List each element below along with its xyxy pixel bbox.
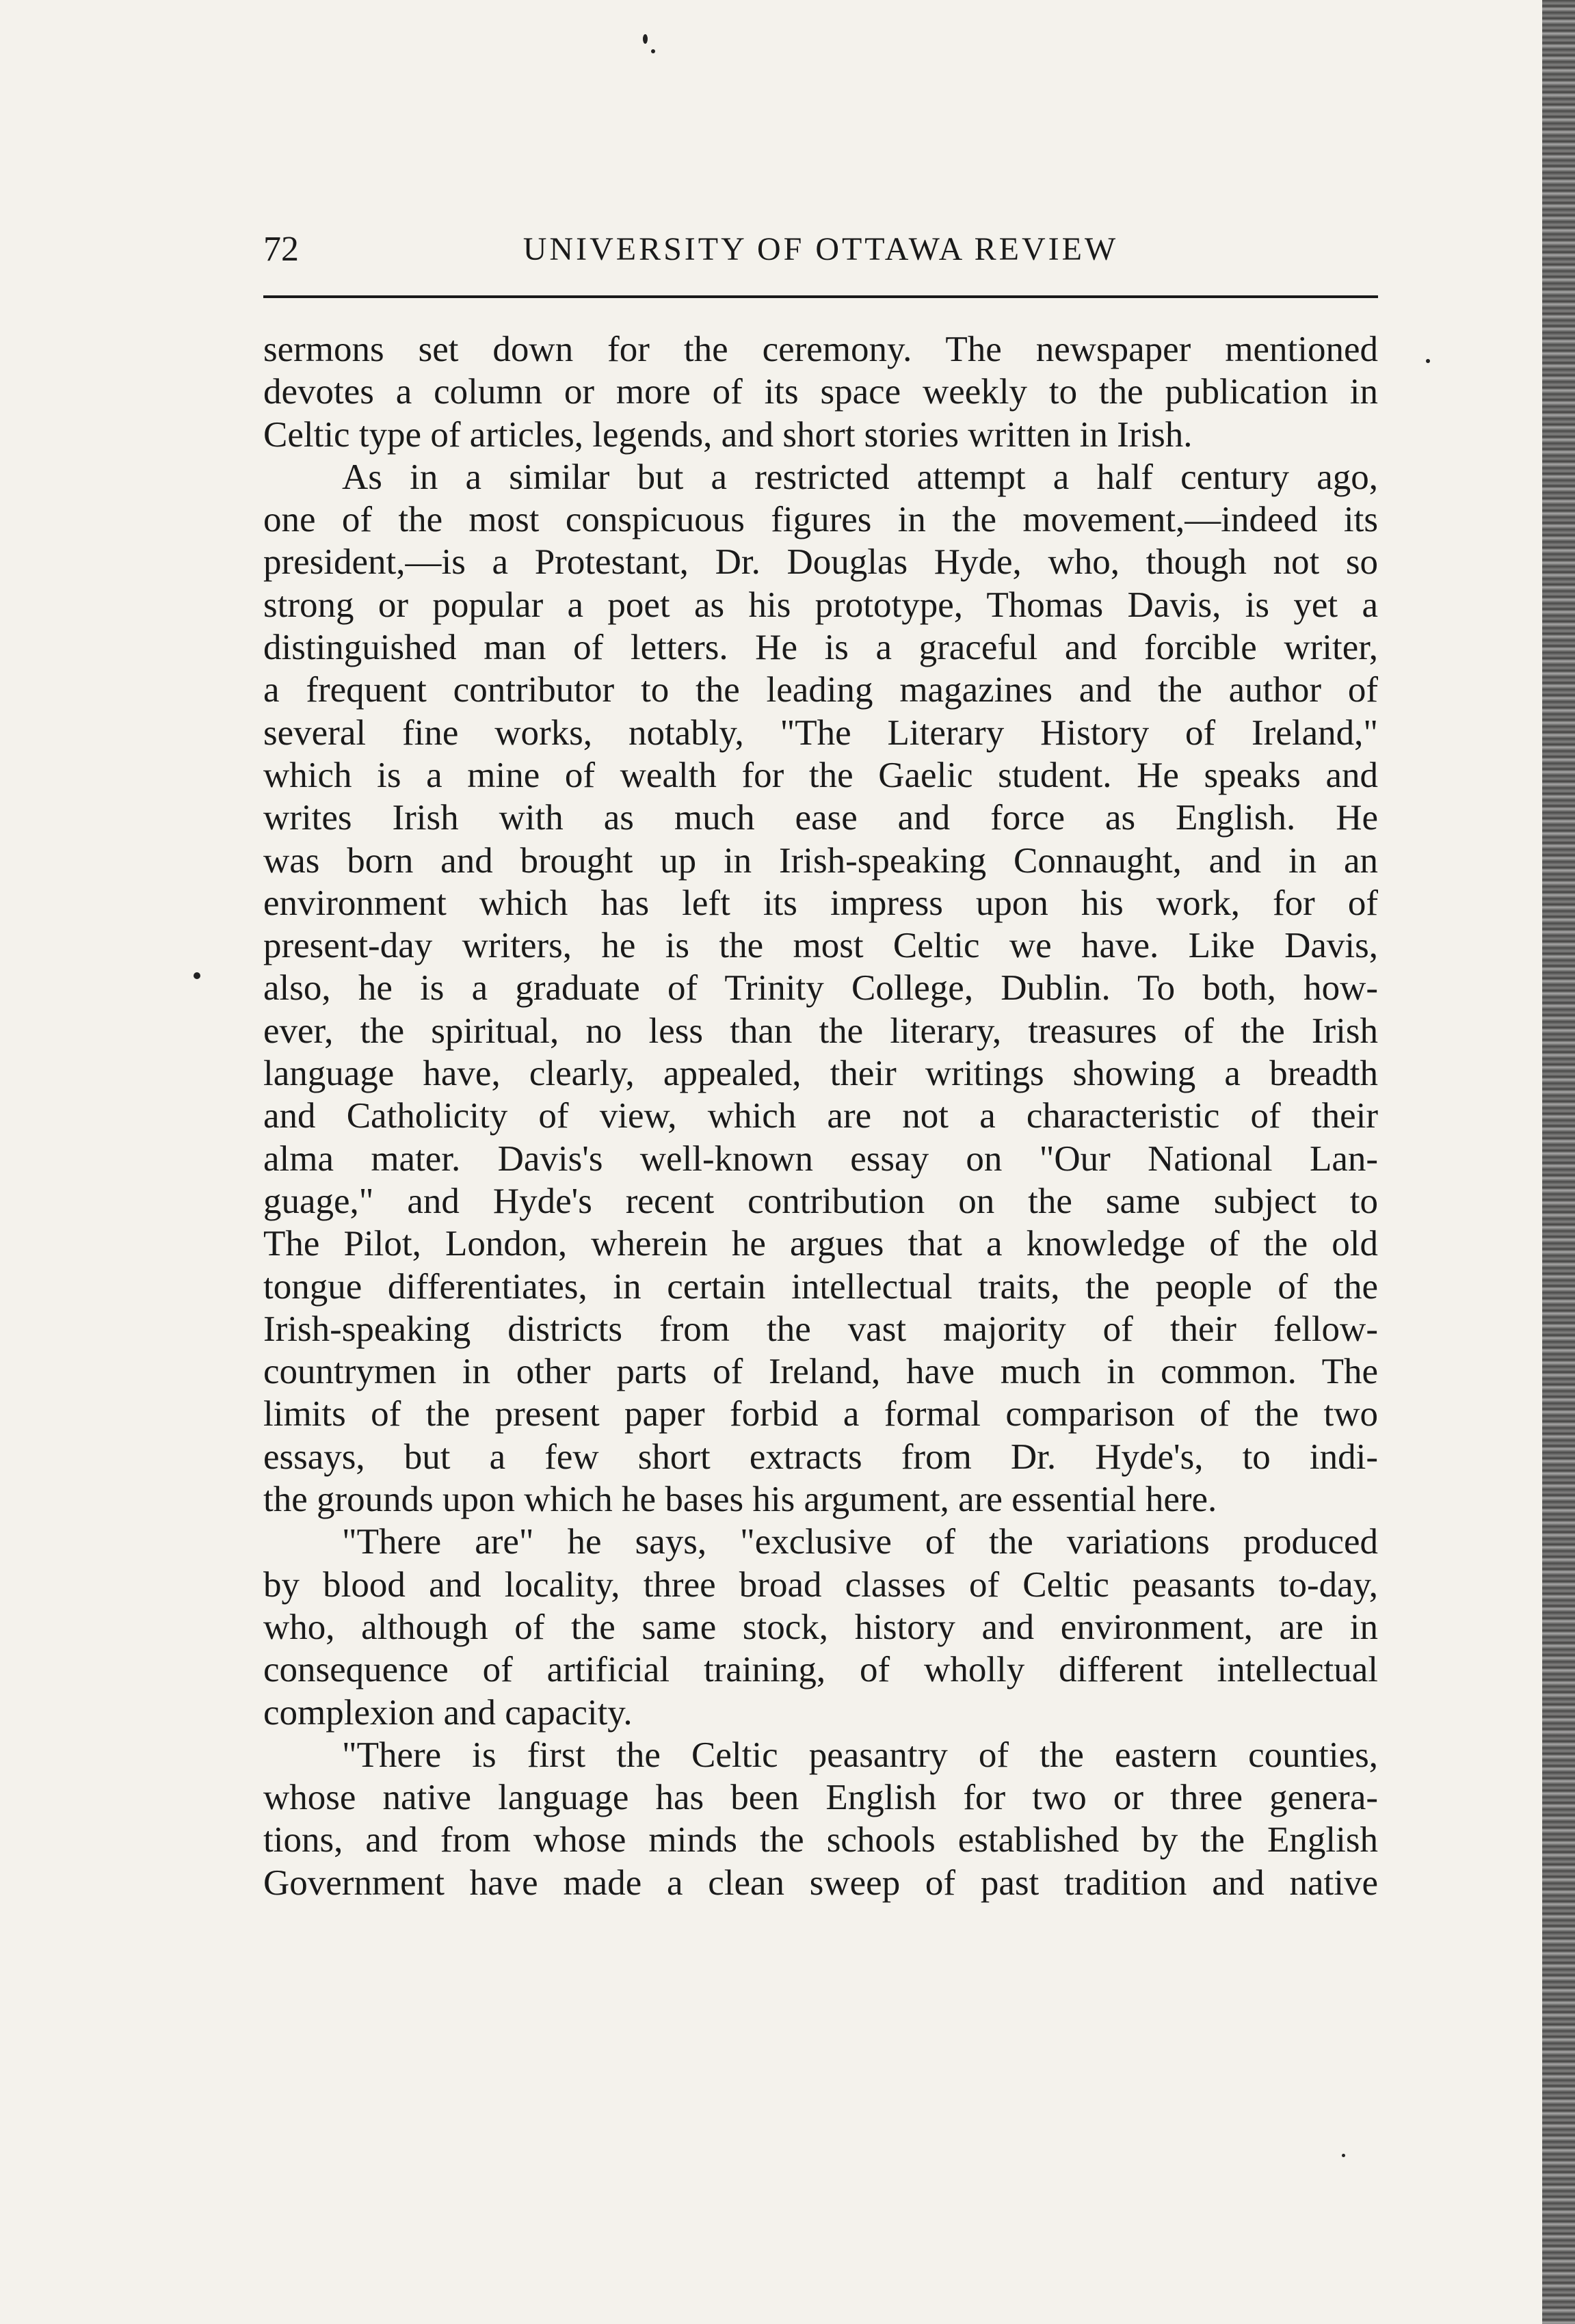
text-line: Government have made a clean sweep of past tradition and native	[263, 1862, 1378, 1903]
print-speck	[1426, 359, 1430, 363]
text-line: alma mater. Davis's well-known essay on "Our National Lan-	[263, 1138, 1378, 1179]
text-line: limits of the present paper forbid a formal comparison of the two	[263, 1394, 1378, 1434]
text-line: sermons set down for the ceremony. The newspaper mentioned	[263, 330, 1378, 369]
text-line: was born and brought up in Irish-speaking Connaught, and in an	[263, 840, 1378, 881]
print-speck	[651, 49, 655, 53]
text-line: several fine works, notably, "The Literary History of Ireland,"	[263, 712, 1378, 753]
body-text	[263, 328, 1378, 1904]
print-speck	[1342, 2154, 1345, 2157]
print-speck	[194, 972, 200, 979]
text-line: language have, clearly, appealed, their writings showing a breadth	[263, 1054, 1378, 1094]
page-header	[263, 226, 1378, 273]
text-line: tions, and from whose minds the schools established by the English	[263, 1820, 1378, 1860]
page-number: 72	[263, 230, 299, 269]
text-line: also, he is a graduate of Trinity College, Dublin. To both, how-	[263, 968, 1378, 1009]
text-line: Irish-speaking districts from the vast majority of their fellow-	[263, 1309, 1378, 1349]
running-title: UNIVERSITY OF OTTAWA REVIEW	[522, 231, 1119, 267]
text-line: by blood and locality, three broad classes of Celtic peasants to-day,	[263, 1564, 1378, 1605]
text-line: writes Irish with as much ease and force as English. He	[263, 798, 1378, 838]
text-line: who, although of the same stock, history and environment, are in	[263, 1607, 1378, 1647]
text-line: a frequent contributor to the leading magazines and the author of	[263, 670, 1378, 710]
text-line: "There is first the Celtic peasantry of the eastern counties,	[342, 1735, 1378, 1775]
text-line: which is a mine of wealth for the Gaelic student. He speaks and	[263, 755, 1378, 795]
text-line: ever, the spiritual, no less than the literary, treasures of the Irish	[263, 1011, 1378, 1051]
text-line: the grounds upon which he bases his argument, are essential here.	[263, 1480, 1217, 1520]
text-line: strong or popular a poet as his prototype, Thomas Davis, is yet a	[263, 585, 1378, 625]
text-line: As in a similar but a restricted attempt a half century ago,	[342, 457, 1378, 497]
text-line: "There are" he says, "exclusive of the variations produced	[342, 1522, 1378, 1562]
header-rule	[263, 295, 1378, 298]
text-line: president,—is a Protestant, Dr. Douglas Hyde, who, though not so	[263, 542, 1378, 583]
text-line: distinguished man of letters. He is a graceful and forcible writer,	[263, 628, 1378, 668]
text-line: guage," and Hyde's recent contribution on the same subject to	[263, 1181, 1378, 1221]
text-line: tongue differentiates, in certain intellectual traits, the people of the	[263, 1266, 1378, 1307]
text-line: present-day writers, he is the most Celtic we have. Like Davis,	[263, 926, 1378, 966]
text-line: complexion and capacity.	[263, 1692, 633, 1733]
page-edge-shadow	[1542, 0, 1575, 2324]
text-line: Celtic type of articles, legends, and short stories written in Irish.	[263, 414, 1193, 455]
text-line: devotes a column or more of its space weekly to the publication in	[263, 372, 1378, 412]
text-line: environment which has left its impress upon his work, for of	[263, 883, 1378, 923]
text-line: countrymen in other parts of Ireland, have much in common. The	[263, 1352, 1378, 1392]
text-line: The Pilot, London, wherein he argues that a knowledge of the old	[263, 1224, 1378, 1264]
text-line: essays, but a few short extracts from Dr. Hyde's, to indi-	[263, 1437, 1378, 1477]
text-line: and Catholicity of view, which are not a characteristic of their	[263, 1096, 1378, 1136]
text-line: consequence of artificial training, of wholly different intellectual	[263, 1650, 1378, 1690]
text-line: whose native language has been English for two or three genera-	[263, 1778, 1378, 1818]
text-line: one of the most conspicuous figures in the movement,—indeed its	[263, 500, 1378, 540]
print-speck	[643, 34, 648, 44]
